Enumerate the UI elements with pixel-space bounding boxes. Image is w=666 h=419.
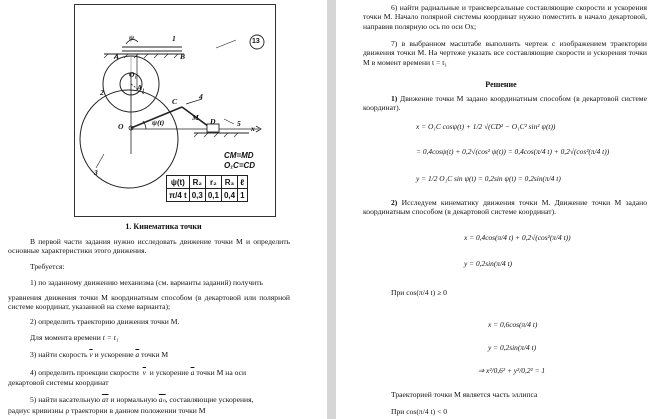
intro-paragraph: В первой части задания нужно исследовать движение точки М и определить основные характеристики этого движения. — [8, 237, 290, 256]
table-cell: 0,3 — [189, 189, 205, 202]
eq1-fraction: 1/2 — [472, 122, 483, 131]
step-1-text: Движение точки М задано координатным способом (в декартовой системе координат). — [363, 94, 647, 113]
solution-title: Решение — [485, 80, 517, 89]
task-item-7: 7) в выбранном масштабе выполнить чертеж с изображением траектории движения точки М. На чертеже указать все составляющие скорости и ускорения точки М в момент времени t = t₁ — [363, 39, 647, 67]
page-gutter — [327, 0, 336, 419]
task-item-5b: радиус кривизны ρ траектории в данном положении точки М — [8, 406, 206, 415]
label-A1: A₁ — [137, 83, 145, 92]
equation-x-numeric: = 0,4cosψ(t) + 0,2√(cos² ψ(t)) = 0,4cos(π/4 t) + 0,2√(cos²(π/4 t)) — [416, 147, 610, 156]
label-A: A — [114, 52, 120, 61]
moment-variable: t = t₁ — [102, 333, 119, 342]
table-header: R₃ — [221, 176, 237, 189]
step-1-number: 1) — [391, 94, 398, 103]
moment-label: Для момента времени — [30, 333, 101, 342]
label-C: C — [172, 97, 178, 106]
label-4: 4 — [199, 92, 203, 101]
item3-text: 3) найти скорость — [30, 350, 88, 359]
label-M: M — [192, 113, 199, 122]
task-item-3 — [30, 350, 168, 359]
eq3-fraction: 1/2 — [427, 174, 438, 183]
item4-end: точки М на оси — [196, 368, 247, 377]
equation-x-case1: x = 0,6cos(π/4 t) — [488, 320, 538, 329]
table-header-row — [167, 176, 248, 189]
case-cos-nonnegative: При cos(π/4 t) ≥ 0 — [391, 288, 447, 297]
parameters-table — [166, 175, 248, 202]
velocity-symbol: $\overline{v}$ — [142, 368, 146, 377]
label-5: 5 — [237, 119, 241, 128]
label-D: D — [210, 117, 216, 126]
label-O: O — [118, 122, 124, 131]
label-1: 1 — [172, 34, 176, 43]
section-title: 1. Кинематика точки — [125, 222, 202, 231]
label-x: x — [251, 124, 255, 133]
trajectory-conclusion: Траекторией точки М является часть эллипса — [391, 390, 538, 399]
task-item-1a: 1) по заданному движению механизма (см. варианты заданий) получить — [30, 278, 263, 287]
step-1 — [363, 94, 647, 113]
required-label: Требуется: — [30, 262, 65, 271]
table-header: r₂ — [205, 176, 221, 189]
equation-y-case1: y = 0,2sin(π/4 t) — [488, 343, 537, 352]
tangential-accel-symbol: $\overline{a\tau}$ — [101, 395, 109, 404]
table-cell: 1 — [238, 189, 247, 202]
item4-mid: и ускорение — [149, 368, 189, 377]
step-2 — [363, 198, 647, 217]
item5-mid: и нормальную — [110, 395, 157, 404]
equation-ellipse: ⇒ x²/0,6² + y²/0,2² = 1 — [478, 366, 546, 375]
equation-x-definition — [416, 122, 555, 131]
task-item-4b: декартовой системы координат — [8, 378, 109, 387]
acceleration-symbol: $\overline{a}$ — [190, 368, 195, 377]
velocity-symbol: $\overline{v}$ — [89, 350, 93, 359]
item5-text: 5) найти касательную — [30, 395, 101, 404]
item3-mid: и ускорение — [94, 350, 134, 359]
eq1-lhs: x = O₁C cosψ(t) + — [416, 122, 471, 131]
table-cell: 0,1 — [205, 189, 221, 202]
item3-end: точки М — [141, 350, 169, 359]
task-item-5a — [30, 395, 254, 404]
table-cell: π/4 t — [167, 189, 190, 202]
item5-end: , составляющие ускорения, — [165, 395, 254, 404]
equation-x-motion: x = 0,4cos(π/4 t) + 0,2√(cos²(π/4 t)) — [464, 233, 571, 242]
table-cell: 0,4 — [221, 189, 237, 202]
label-B: B — [180, 52, 186, 61]
step-2-text: Исследуем кинематику движения точки М. Движение точки М задано координатным способом (в декартовой системе координат). — [363, 198, 647, 217]
label-O1: O₁ — [129, 70, 138, 79]
relation-o1c-cd: O₁C=CD — [224, 161, 256, 170]
equation-y-motion: y = 0,2sin(π/4 t) — [464, 259, 513, 268]
step-2-number: 2) — [391, 198, 398, 207]
moment-line — [30, 333, 118, 342]
eq1-rhs: √(CD² − O₁C² sin² ψ(t)) — [484, 122, 556, 131]
task-item-1b: уравнения движения точки М координатным способом (в декартовой или полярной системе координат, указанной на схеме варианта); — [8, 293, 290, 312]
right-page — [336, 0, 666, 419]
normal-accel-symbol: $\overline{a_n}$ — [158, 395, 166, 404]
relation-cm-md: CM=MD — [224, 151, 254, 160]
task-item-6: 6) найти радиальные и трансверсальные составляющие скорости и ускорения точки М. Начало полярной системы координат нужно поместить в начало декартовой, направив полярную ось по оси Ох; — [363, 3, 647, 31]
table-header: R₂ — [189, 176, 205, 189]
label-psi-t: ψ(t) — [152, 118, 165, 127]
task-item-2: 2) определить траекторию движения точки М. — [30, 317, 180, 326]
equation-y-definition — [416, 174, 561, 183]
figure-number: 13 — [252, 38, 260, 45]
table-row — [167, 189, 248, 202]
eq3-rhs: O₁C sin ψ(t) = 0,2sin ψ(t) = 0,2sin(π/4 t) — [439, 174, 561, 183]
item4-text: 4) определить проекции скорости — [30, 368, 139, 377]
label-2: 2 — [100, 88, 104, 97]
left-page — [0, 0, 327, 419]
table-header: ψ(t) — [167, 176, 190, 189]
eq3-lhs: y = — [416, 174, 427, 183]
label-3: 3 — [94, 168, 98, 177]
label-psi: ψ — [129, 33, 135, 42]
task-item-4a — [30, 368, 246, 377]
acceleration-symbol: $\overline{a}$ — [135, 350, 140, 359]
table-header: ℓ — [238, 176, 247, 189]
case-cos-negative: При cos(π/4 t) < 0 — [391, 407, 448, 416]
